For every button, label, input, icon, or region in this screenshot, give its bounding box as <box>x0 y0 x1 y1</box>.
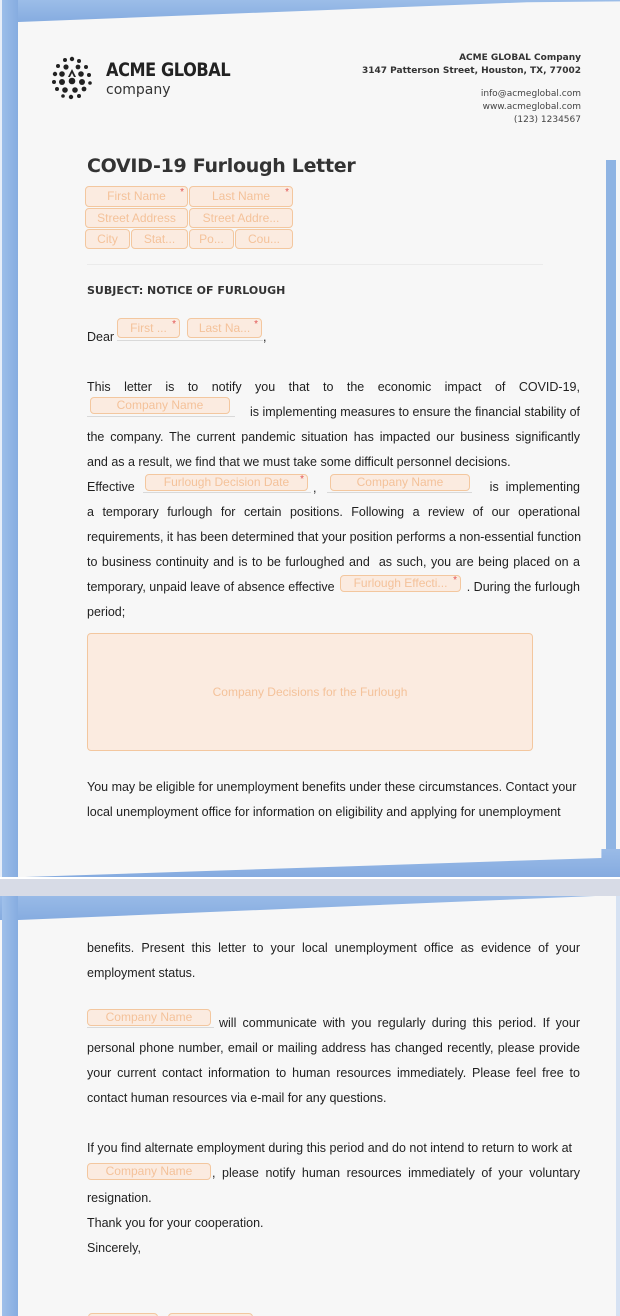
city-field[interactable] <box>85 229 130 249</box>
field-underline <box>143 492 311 493</box>
required-marker: * <box>254 319 258 330</box>
page-separator <box>0 877 620 896</box>
required-marker: * <box>300 474 304 485</box>
field-placeholder: First Name <box>107 189 166 203</box>
logo-title: ACME GLOBAL <box>106 58 231 81</box>
paragraph-4-line-4: contact human resources via e-mail for any questions. <box>87 1091 387 1105</box>
company-address: 3147 Patterson Street, Houston, TX, 77002 <box>362 66 581 76</box>
section-divider <box>87 264 543 265</box>
decorative-left-band <box>2 896 18 1316</box>
company-website: www.acmeglobal.com <box>482 102 581 112</box>
salutation-first-name-field[interactable] <box>117 318 180 338</box>
paragraph-2-line-2: requirements, it has been determined that your position performs a non-essential function <box>87 530 582 544</box>
company-decisions-textarea[interactable] <box>87 633 533 751</box>
company-contact-block <box>362 52 581 127</box>
street-address-2-field[interactable] <box>189 208 293 228</box>
company-phone: (123) 1234567 <box>513 115 581 125</box>
field-placeholder: Company Name <box>356 475 444 489</box>
field-placeholder: Company Name <box>116 398 204 412</box>
field-placeholder: Furlough Effecti... <box>353 576 448 590</box>
field-placeholder: Po... <box>199 232 224 246</box>
field-underline <box>327 492 472 493</box>
logo-subtitle: company <box>106 81 171 98</box>
decorative-right-edge <box>616 896 620 1316</box>
globe-dots-icon <box>50 56 94 100</box>
comma: , <box>313 481 317 495</box>
company-name-field-3[interactable] <box>87 1009 211 1026</box>
decorative-left-band <box>0 0 18 877</box>
paragraph-4-line-2: personal phone number, email or mailing address has changed recently, please provide <box>87 1041 580 1055</box>
required-marker: * <box>285 187 289 198</box>
subject-line: SUBJECT: NOTICE OF FURLOUGH <box>87 284 286 297</box>
field-placeholder: Last Na... <box>198 321 251 335</box>
field-placeholder: Company Name <box>105 1010 193 1024</box>
paragraph-2-line-4-start: temporary, unpaid leave of absence effective <box>87 580 335 594</box>
letter-page-2 <box>0 896 620 1316</box>
decorative-left-edge <box>0 0 2 877</box>
field-underline <box>87 1027 214 1028</box>
furlough-effective-date-field[interactable] <box>340 575 461 592</box>
thank-you-line: Thank you for your cooperation. <box>87 1216 264 1230</box>
recipient-last-name-field[interactable] <box>189 186 293 207</box>
textarea-placeholder: Company Decisions for the Furlough <box>212 685 408 699</box>
paragraph-3-line-4: employment status. <box>87 966 196 980</box>
field-placeholder: Street Address <box>97 211 176 225</box>
salutation-underline <box>117 340 263 341</box>
paragraph-5-line-1: If you find alternate employment during this period and do not intend to return to work at <box>87 1141 573 1155</box>
paragraph-1-line-3: the company. The current pandemic situation has impacted our business significantly <box>87 430 580 444</box>
field-placeholder: Cou... <box>247 232 280 246</box>
required-marker: * <box>180 187 184 198</box>
field-placeholder: Last Name <box>211 189 271 203</box>
paragraph-2-line-1: a temporary furlough for certain positions. Following a review of our operational <box>87 505 580 519</box>
paragraph-3-line-1: You may be eligible for unemployment benefits under these circumstances. Contact your <box>87 780 577 794</box>
paragraph-2-line-4-end: . During the furlough <box>466 580 580 594</box>
paragraph-3-line-3: benefits. Present this letter to your local unemployment office as evidence of your <box>87 941 580 955</box>
is-implementing-text: is implementing <box>489 480 580 494</box>
field-placeholder: First ... <box>130 321 167 335</box>
state-field[interactable] <box>131 229 188 249</box>
closing-line: Sincerely, <box>87 1241 141 1255</box>
field-placeholder: Street Addre... <box>202 211 280 225</box>
field-placeholder: Company Name <box>105 1164 193 1178</box>
paragraph-4-line-1: will communicate with you regularly during this period. If your <box>219 1016 580 1030</box>
paragraph-1-line-2: is implementing measures to ensure the financial stability of <box>249 405 580 419</box>
effective-label: Effective <box>87 480 135 494</box>
field-placeholder: City <box>97 232 118 246</box>
paragraph-2-line-3: to business continuity and is to be furloughed and as such, you are being placed on a <box>87 555 580 569</box>
paragraph-2-line-5: period; <box>87 605 126 619</box>
paragraph-1-line-1: This letter is to notify you that to the economic impact of COVID-19, <box>87 380 580 394</box>
company-email: info@acmeglobal.com <box>480 89 581 99</box>
paragraph-5-line-3: resignation. <box>87 1191 152 1205</box>
paragraph-1-line-4: and as a result, we find that we must take some difficult personnel decisions. <box>87 455 511 469</box>
required-marker: * <box>172 319 176 330</box>
decorative-bottom-band <box>0 849 620 877</box>
salutation-dear: Dear <box>87 330 115 344</box>
company-name-field-4[interactable] <box>87 1163 211 1180</box>
salutation-comma: , <box>263 330 267 344</box>
salutation-last-name-field[interactable] <box>187 318 262 338</box>
field-underline <box>87 416 235 417</box>
company-name: ACME GLOBAL Company <box>459 53 581 63</box>
decorative-top-band <box>0 896 620 920</box>
field-placeholder: Stat... <box>143 232 176 246</box>
country-field[interactable] <box>235 229 293 249</box>
company-name-field-2[interactable] <box>330 474 470 491</box>
required-marker: * <box>453 575 457 586</box>
street-address-field[interactable] <box>85 208 188 228</box>
paragraph-3-line-2: local unemployment office for information on eligibility and applying for unemployment <box>87 805 561 819</box>
field-placeholder: Furlough Decision Date <box>163 475 290 489</box>
recipient-first-name-field[interactable] <box>85 186 188 207</box>
company-name-field-1[interactable] <box>90 397 230 414</box>
document-title: COVID-19 Furlough Letter <box>87 155 356 177</box>
paragraph-4-line-3: your current contact information to human resources immediately. Please feel free to <box>87 1066 580 1080</box>
company-logo <box>50 56 252 100</box>
postal-code-field[interactable] <box>189 229 234 249</box>
decorative-top-band <box>0 0 620 22</box>
paragraph-5-line-2: , please notify human resources immediately of your voluntary <box>212 1166 580 1180</box>
decorative-right-band <box>606 160 616 877</box>
furlough-decision-date-field[interactable] <box>145 474 308 491</box>
